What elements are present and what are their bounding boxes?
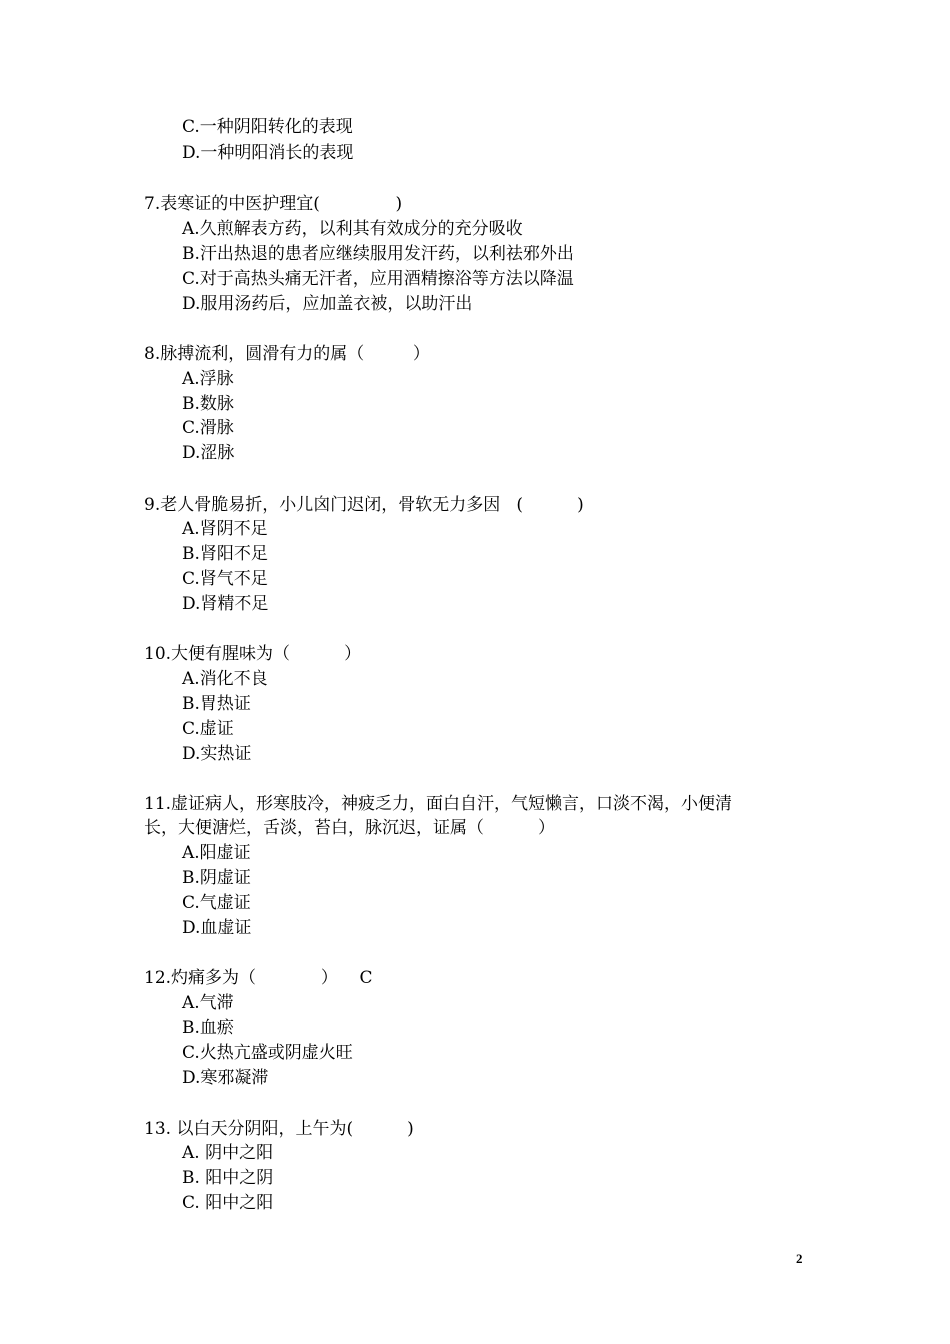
question-text: 长，大便溏烂，舌淡，苔白，脉沉迟，证属（ ） bbox=[144, 818, 556, 838]
question-text: 12.灼痛多为（ ） C bbox=[144, 968, 373, 988]
option-text: D.肾精不足 bbox=[182, 594, 269, 614]
option-text: B.胃热证 bbox=[182, 694, 251, 714]
option-text: D.一种明阳消长的表现 bbox=[182, 143, 354, 163]
option-text: A.肾阴不足 bbox=[182, 519, 268, 539]
option-text: C. 阳中之阳 bbox=[182, 1193, 274, 1213]
option-text: A.气滞 bbox=[182, 993, 234, 1013]
option-text: D.涩脉 bbox=[182, 443, 235, 463]
option-text: C.一种阴阳转化的表现 bbox=[182, 117, 353, 137]
page-number: 2 bbox=[796, 1251, 803, 1266]
option-text: B.数脉 bbox=[182, 394, 234, 414]
option-text: C.对于高热头痛无汗者，应用酒精擦浴等方法以降温 bbox=[182, 269, 574, 289]
question-text: 7.表寒证的中医护理宜( ) bbox=[144, 194, 403, 214]
option-text: B.血瘀 bbox=[182, 1018, 234, 1038]
option-text: A.浮脉 bbox=[182, 369, 234, 389]
option-text: A.消化不良 bbox=[182, 669, 268, 689]
option-text: C.气虚证 bbox=[182, 893, 251, 913]
option-text: C.火热亢盛或阴虚火旺 bbox=[182, 1043, 353, 1063]
option-text: D.实热证 bbox=[182, 744, 252, 764]
option-text: B.汗出热退的患者应继续服用发汗药，以利祛邪外出 bbox=[182, 244, 574, 264]
option-text: D.寒邪凝滞 bbox=[182, 1068, 269, 1088]
option-text: B. 阳中之阴 bbox=[182, 1168, 274, 1188]
option-text: B.肾阳不足 bbox=[182, 544, 268, 564]
option-text: A. 阴中之阳 bbox=[182, 1143, 274, 1163]
option-text: D.服用汤药后，应加盖衣被，以助汗出 bbox=[182, 294, 473, 314]
option-text: A.阳虚证 bbox=[182, 843, 251, 863]
question-text: 10.大便有腥味为（ ） bbox=[144, 644, 362, 664]
option-text: C.肾气不足 bbox=[182, 569, 268, 589]
question-text: 9.老人骨脆易折，小儿囟门迟闭，骨软无力多因 ( ) bbox=[144, 495, 584, 515]
option-text: D.血虚证 bbox=[182, 918, 252, 938]
question-text: 8.脉搏流利，圆滑有力的属（ ） bbox=[144, 344, 430, 364]
option-text: C.虚证 bbox=[182, 719, 234, 739]
option-text: A.久煎解表方药，以利其有效成分的充分吸收 bbox=[182, 219, 523, 239]
question-text: 13. 以白天分阴阳，上午为( ) bbox=[144, 1119, 414, 1139]
option-text: B.阴虚证 bbox=[182, 868, 251, 888]
option-text: C.滑脉 bbox=[182, 418, 234, 438]
question-text: 11.虚证病人，形寒肢冷，神疲乏力，面白自汗，气短懒言，口淡不渴，小便清 bbox=[144, 794, 733, 814]
